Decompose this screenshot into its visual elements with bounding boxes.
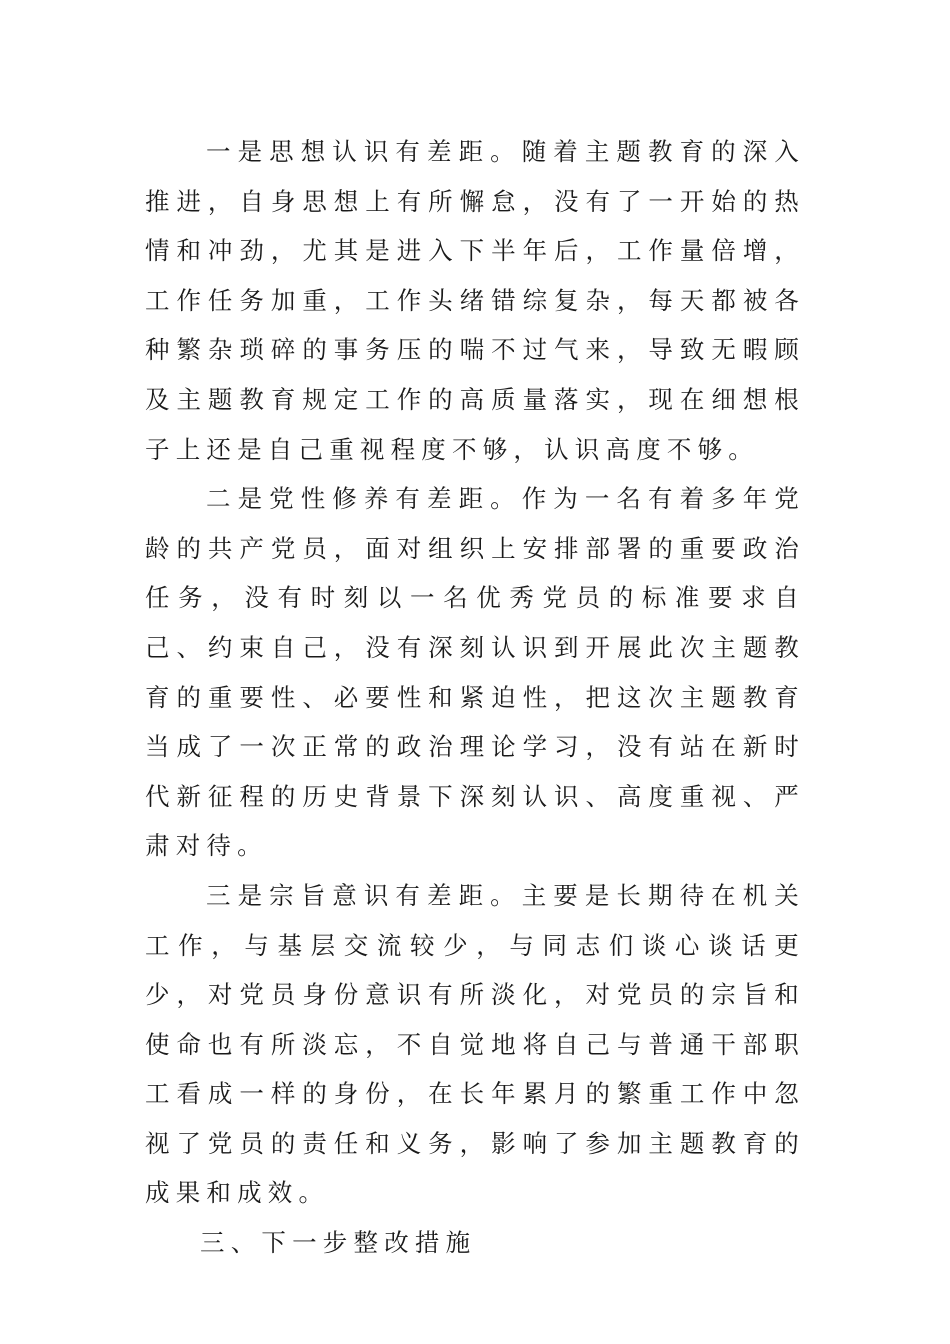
section-heading-next-steps: 三、下一步整改措施 xyxy=(200,1228,477,1258)
paragraph-purpose-awareness-gap: 三是宗旨意识有差距。主要是长期待在机关工作，与基层交流较少，与同志们谈心谈话更少，对党员身份意识有所淡化，对党员的宗旨和使命也有所淡忘，不自觉地将自己与普通干部职工看成一样的身份，在长年累月的繁重工作中忽视了党员的责任和义务，影响了参加主题教育的成果和成效。 xyxy=(145,880,805,1208)
document-body xyxy=(145,127,805,1268)
paragraph-thinking-gap: 一是思想认识有差距。随着主题教育的深入推进，自身思想上有所懈怠，没有了一开始的热情和冲劲，尤其是进入下半年后，工作量倍增，工作任务加重，工作头绪错综复杂，每天都被各种繁杂琐碎的事务压的喘不过气来，导致无暇顾及主题教育规定工作的高质量落实，现在细想根子上还是自己重视程度不够，认识高度不够。 xyxy=(145,137,805,464)
paragraph-party-spirit-gap: 二是党性修养有差距。作为一名有着多年党龄的共产党员，面对组织上安排部署的重要政治任务，没有时刻以一名优秀党员的标准要求自己、约束自己，没有深刻认识到开展此次主题教育的重要性、必要性和紧迫性，把这次主题教育当成了一次正常的政治理论学习，没有站在新时代新征程的历史背景下深刻认识、高度重视、严肃对待。 xyxy=(145,484,805,861)
